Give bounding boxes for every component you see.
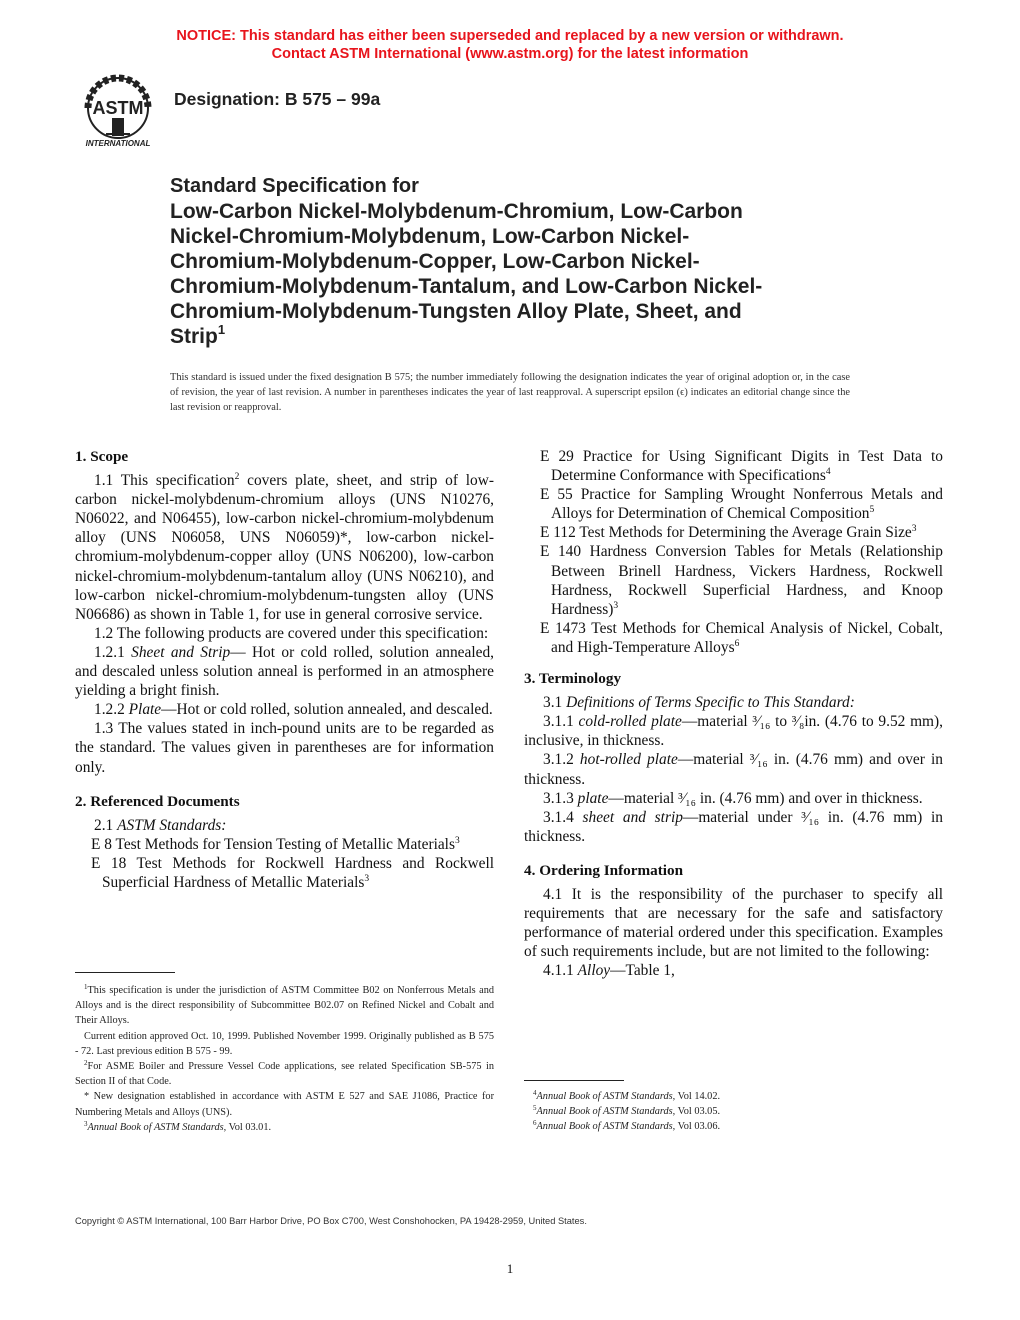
footnote-text: Annual Book of ASTM Standards, [536, 1121, 676, 1133]
footnote-mark: 6 [533, 1119, 537, 1128]
footnote-mark: 5 [533, 1104, 537, 1113]
footnote-ref: 4 [825, 467, 831, 478]
astm-logo-mark [68, 72, 168, 152]
notice-line-2: Contact ASTM International (www.astm.org) for the latest information [271, 46, 749, 62]
reference-item [524, 485, 943, 523]
footnote-text: Annual Book of ASTM Standards, [536, 1106, 676, 1118]
defined-term: plate [577, 789, 609, 807]
definition [524, 712, 943, 750]
definition [524, 808, 943, 846]
clause-term: Definitions of Terms Specific to This Standard: [566, 694, 855, 712]
definition-text: —material ³⁄₁₆ in. (4.76 mm) and over in thickness. [608, 789, 923, 807]
reference-item [524, 619, 943, 657]
clause-number: 3.1 [543, 694, 567, 712]
clause-number: 3.1.3 [543, 789, 578, 807]
footnote-rule [75, 972, 175, 973]
footnote-ref: 3 [911, 524, 917, 535]
footnote-ref: 2 [234, 472, 240, 483]
right-column [524, 447, 943, 980]
definition-text: —material ³⁄₁₆ in. (4.76 mm) and over in thickness. [524, 751, 943, 788]
footnote-text: Annual Book of ASTM Standards, [87, 1121, 227, 1133]
title-line: Chromium-Molybdenum-Tantalum, and Low-Carbon Nickel- [170, 275, 763, 298]
footnote-suffix: Vol 03.05. [675, 1106, 721, 1118]
footnote [524, 1089, 943, 1104]
footnote-suffix: Vol 14.02. [675, 1091, 721, 1102]
reference-text: E 55 Practice for Sampling Wrought Nonferrous Metals and Alloys for Determination of Chemical Composition [540, 486, 943, 523]
ordering-heading: 4. Ordering Information [524, 861, 684, 879]
footnotes-right [524, 1089, 943, 1135]
footnotes-left [75, 983, 494, 1135]
clause-text: —Hot or cold rolled, solution annealed, and descaled. [161, 701, 493, 719]
spacer [524, 846, 943, 861]
reference-text: E 18 Test Methods for Rockwell Hardness and Rockwell Superficial Hardness of Metallic Materials [91, 854, 494, 891]
footnote-mark: 1 [84, 983, 88, 991]
defined-term: hot-rolled plate [579, 751, 678, 769]
clause-term: Plate [128, 701, 162, 719]
footnote-mark: 2 [84, 1059, 88, 1068]
left-column [75, 447, 494, 892]
footnote [75, 1029, 494, 1059]
clause-term: ASTM Standards: [117, 816, 227, 834]
clause-number: 1.2.1 [94, 643, 132, 661]
footnote-ref: 3 [454, 835, 460, 846]
definition-text: —material ³⁄₁₆ to ³⁄₈in. (4.76 to 9.52 mm), inclusive, in thickness. [524, 713, 943, 750]
footnote-ref: 6 [734, 638, 740, 649]
reference-text: E 8 Test Methods for Tension Testing of Metallic Materials [91, 835, 455, 853]
spacer [75, 777, 494, 792]
withdrawn-notice [0, 27, 1020, 63]
scope-text: 1.1 This specification [94, 472, 235, 490]
footnote-suffix: Vol 03.01. [226, 1121, 272, 1133]
defined-term: cold-rolled plate [578, 713, 682, 731]
terminology-paragraph [524, 693, 943, 712]
title-line: Chromium-Molybdenum-Tungsten Alloy Plate, Sheet, and [170, 300, 742, 323]
scope-text: covers plate, sheet, and strip of low-carbon nickel-molybdenum-chromium alloys (UNS N10276, N06022, and N06455), low-carbon nickel-chromium-molybdenum alloy (UNS N06058, UNS N06059)*, low-carbon nickel-chromium-molybdenum-copper alloy (UNS N06200), low-carbon nickel-chromium-molybdenum-tantalum alloy (UNS N06210), and low-carbon nickel-chromium-molybdenum-tungsten alloy (UNS N06686) as shown in Table 1, for use in general corrosive service. [75, 472, 494, 623]
footnote-text: For ASME Boiler and Pressure Vessel Code applications, see related Specification SB-575 in Section II of that Code. [75, 1061, 494, 1088]
footnote [524, 1119, 943, 1134]
title-last-line [170, 324, 870, 349]
title-line-1: Standard Specification for [170, 175, 419, 197]
definition-text: —material under ³⁄₁₆ in. (4.76 mm) in thickness. [524, 808, 943, 845]
ordering-paragraph: 4.1 It is the responsibility of the purchaser to specify all requirements that are necessary for the safe and satisfactory performance of material ordered under this specification. Examples of such requirements include, but are not limited to the following: [524, 885, 943, 961]
scope-paragraph [75, 700, 494, 719]
reference-item [75, 854, 494, 892]
scope-paragraph: 1.2 The following products are covered under this specification: [94, 624, 489, 642]
clause-term: Alloy [577, 962, 611, 980]
copyright: Copyright © ASTM International, 100 Barr Harbor Drive, PO Box C700, West Conshohocken, PA 19428-2959, United States. [75, 1216, 587, 1226]
reference-item [524, 542, 943, 618]
logo-mark-text: ASTM [92, 98, 144, 118]
footnote-mark: 3 [84, 1119, 88, 1128]
scope-paragraph: 1.3 The values stated in inch-pound units are to be regarded as the standard. The values given in parentheses are for information only. [75, 720, 494, 776]
reference-text: E 112 Test Methods for Determining the Average Grain Size [540, 524, 912, 542]
notice-line-1: NOTICE: This standard has either been superseded and replaced by a new version or withdrawn. [176, 28, 844, 44]
reference-text: E 29 Practice for Using Significant Digits in Test Data to Determine Conformance with Specifications [540, 448, 943, 485]
footnote [75, 1120, 494, 1135]
designation: Designation: B 575 – 99a [174, 89, 381, 109]
terminology-heading: 3. Terminology [524, 670, 622, 688]
footnote-text: This specification is under the jurisdiction of ASTM Committee B02 on Nonferrous Metals and Alloys and is the direct responsibility of Subcommittee B02.07 on Refined Nickel and Cobalt and Their Alloys. [75, 985, 494, 1027]
footnote [75, 1089, 494, 1119]
footnote [524, 1104, 943, 1119]
footnote-text: Annual Book of ASTM Standards, [536, 1091, 676, 1102]
title-line: Chromium-Molybdenum-Copper, Low-Carbon Nickel- [170, 250, 700, 273]
reference-item [75, 835, 494, 854]
footnote-suffix: Vol 03.06. [675, 1121, 721, 1133]
clause-number: 2.1 [94, 816, 118, 834]
reference-item [524, 447, 943, 485]
footnote-mark: 4 [533, 1089, 537, 1097]
title-line: Nickel-Chromium-Molybdenum, Low-Carbon Nickel- [170, 225, 690, 248]
footnote-ref: 3 [364, 873, 370, 884]
clause-number: 3.1.4 [543, 808, 583, 826]
page-number: 1 [506, 1261, 514, 1276]
title-footnote-mark: 1 [217, 322, 226, 337]
clause-text: —Table 1, [610, 962, 675, 980]
footnote [75, 1059, 494, 1089]
defined-term: sheet and strip [582, 808, 683, 826]
footnote-text: * New designation established in accordance with ASTM E 527 and SAE J1086, Practice for Numbering Metals and Alloys (UNS). [75, 1091, 494, 1118]
scope-paragraph [75, 643, 494, 700]
clause-number: 3.1.2 [543, 751, 580, 769]
footnote-ref: 3 [613, 600, 619, 611]
clause-text: — Hot or cold rolled, solution annealed, and descaled unless solution anneal is performed in an atmosphere yielding a bright finish. [75, 643, 494, 700]
reference-item [524, 523, 943, 542]
clause-term: Sheet and Strip [131, 643, 231, 661]
reference-text: E 1473 Test Methods for Chemical Analysis of Nickel, Cobalt, and High-Temperature Alloys [540, 619, 943, 656]
clause-number: 3.1.1 [543, 713, 579, 731]
definition [524, 789, 943, 808]
title-line: Low-Carbon Nickel-Molybdenum-Chromium, Low-Carbon [170, 200, 743, 223]
logo-org-text: INTERNATIONAL [85, 139, 151, 148]
footnote-ref: 5 [869, 505, 875, 516]
ordering-paragraph [524, 961, 943, 980]
astm-logo [68, 72, 168, 152]
footnote-rule [524, 1080, 624, 1081]
title-last-word: Strip [170, 325, 218, 348]
preamble: This standard is issued under the fixed designation B 575; the number immediately following the designation indicates the year of original adoption or, in the case of revision, the year of last revision. A number in parentheses indicates the year of last reapproval. A superscript epsilon (ϵ) indicates an editorial change since the last revision or reapproval. [170, 372, 850, 413]
footnote [75, 983, 494, 1029]
referenced-heading: 2. Referenced Documents [75, 792, 240, 810]
scope-heading: 1. Scope [75, 448, 129, 465]
clause-number: 1.2.2 [94, 701, 129, 719]
document-title [170, 174, 870, 349]
reference-text: E 140 Hardness Conversion Tables for Metals (Relationship Between Brinell Hardness, Vickers Hardness, Rockwell Hardness, Rockwell Superficial Hardness, and Knoop Hardness) [540, 543, 943, 618]
spacer [524, 657, 943, 669]
footnote-text: Current edition approved Oct. 10, 1999. Published November 1999. Originally published as B 575 - 72. Last previous edition B 575 - 99. [75, 1030, 494, 1057]
referenced-subheading [75, 816, 494, 835]
clause-number: 4.1.1 [543, 962, 578, 980]
scope-paragraph [75, 471, 494, 624]
definition [524, 750, 943, 788]
